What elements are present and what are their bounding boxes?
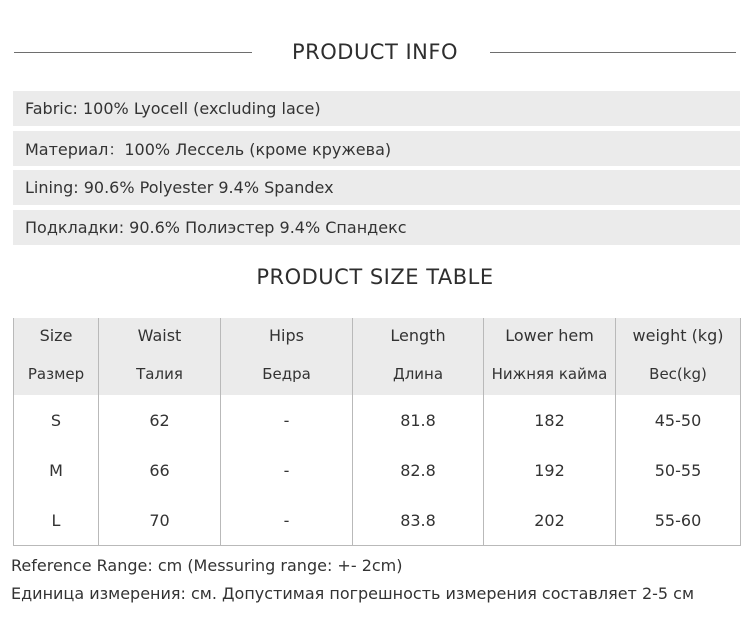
- cell-waist: 62: [99, 395, 221, 445]
- header-weight-ru: Вес(kg): [616, 353, 741, 395]
- cell-waist: 70: [99, 495, 221, 546]
- cell-hips: -: [221, 445, 353, 495]
- table-header-row-ru: [14, 353, 741, 395]
- cell-size: S: [14, 395, 99, 445]
- info-row-material-ru: Материал：100% Лессель (кроме кружева): [13, 131, 740, 166]
- product-info-heading: [0, 38, 750, 66]
- cell-weight: 45-50: [616, 395, 741, 445]
- heading-rule-right: [490, 52, 736, 53]
- cell-lower-hem: 202: [484, 495, 616, 546]
- header-size: Size: [14, 318, 99, 353]
- cell-length: 81.8: [353, 395, 484, 445]
- header-hips: Hips: [221, 318, 353, 353]
- product-info-title: PRODUCT INFO: [288, 40, 462, 64]
- note-reference-range-ru: Единица измерения: см. Допустимая погрешность измерения составляет 2-5 см: [11, 584, 695, 603]
- header-lower-hem: Lower hem: [484, 318, 616, 353]
- table-row: [14, 445, 741, 495]
- cell-length: 82.8: [353, 445, 484, 495]
- size-table: [13, 318, 741, 546]
- header-weight: weight (kg): [616, 318, 741, 353]
- cell-weight: 50-55: [616, 445, 741, 495]
- size-table-title: PRODUCT SIZE TABLE: [252, 265, 497, 289]
- note-reference-range: Reference Range: cm (Messuring range: +- 2cm): [11, 556, 403, 575]
- table-row: [14, 495, 741, 546]
- cell-length: 83.8: [353, 495, 484, 546]
- size-table-heading: [0, 263, 750, 291]
- header-waist: Waist: [99, 318, 221, 353]
- product-info-list: [13, 91, 740, 249]
- cell-weight: 55-60: [616, 495, 741, 546]
- header-waist-ru: Талия: [99, 353, 221, 395]
- table-row: [14, 395, 741, 445]
- info-row-lining-ru: Подкладки: 90.6% Полиэстер 9.4% Спандекс: [13, 210, 740, 245]
- header-size-ru: Размер: [14, 353, 99, 395]
- info-row-fabric: Fabric: 100% Lyocell (excluding lace): [13, 91, 740, 126]
- heading-rule-left: [14, 52, 252, 53]
- cell-lower-hem: 192: [484, 445, 616, 495]
- cell-hips: -: [221, 495, 353, 546]
- cell-lower-hem: 182: [484, 395, 616, 445]
- header-length: Length: [353, 318, 484, 353]
- info-row-lining: Lining: 90.6% Polyester 9.4% Spandex: [13, 170, 740, 205]
- header-length-ru: Длина: [353, 353, 484, 395]
- table-header-row-en: [14, 318, 741, 353]
- notes: [11, 554, 694, 610]
- cell-waist: 66: [99, 445, 221, 495]
- cell-size: L: [14, 495, 99, 546]
- header-hips-ru: Бедра: [221, 353, 353, 395]
- cell-size: M: [14, 445, 99, 495]
- cell-hips: -: [221, 395, 353, 445]
- header-lower-hem-ru: Нижняя кайма: [484, 353, 616, 395]
